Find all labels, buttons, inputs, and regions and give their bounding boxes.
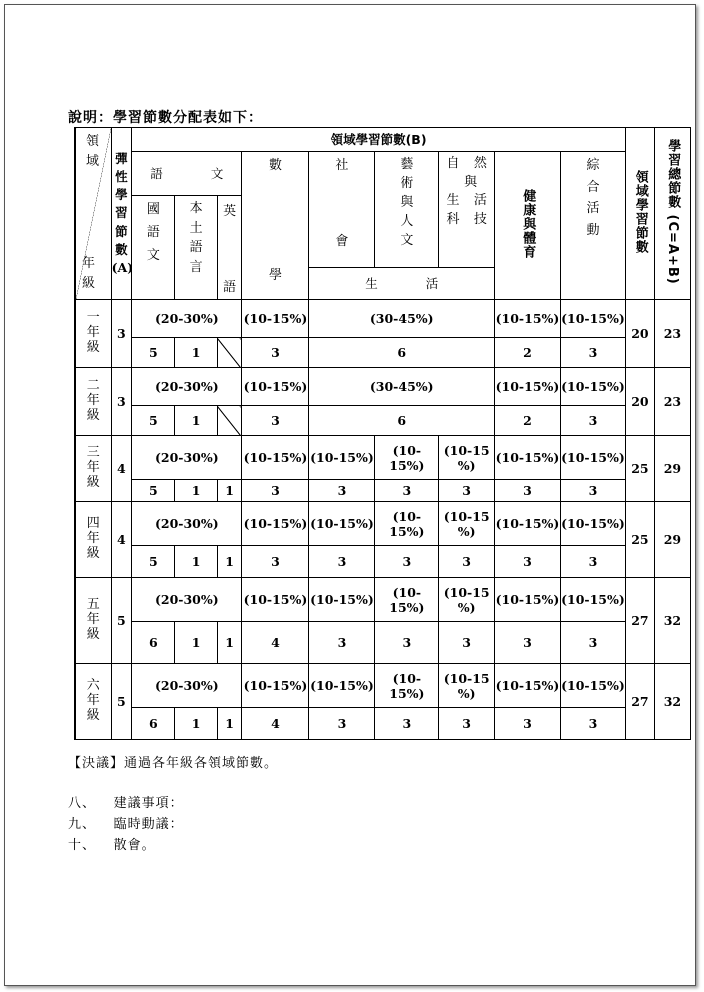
english-hours-cell: 1 <box>217 480 242 502</box>
total-hours-cell: 32 <box>654 664 690 740</box>
grade-row-hours <box>75 338 691 368</box>
health-pct-cell: (10-15%) <box>494 300 560 338</box>
language-pct-cell: (20-30%) <box>132 502 242 546</box>
grade-row-pct <box>75 300 691 338</box>
integ-char: 活 <box>586 201 600 217</box>
arts-char: 術 <box>400 176 414 191</box>
integrated-pct-cell: (10-15%) <box>560 368 625 406</box>
local-language-header <box>175 196 217 300</box>
total-hours-cell: 29 <box>654 502 690 578</box>
health-hours-cell: 2 <box>494 406 560 436</box>
life-hours-cell: 6 <box>309 338 495 368</box>
math-hours-cell: 3 <box>242 546 309 578</box>
agenda-num: 十、 <box>68 838 97 853</box>
local-char: 言 <box>189 259 203 275</box>
arts-pct-cell: (10-15%) <box>375 436 439 480</box>
science-header <box>439 152 495 268</box>
total-hours-cell: 29 <box>654 436 690 502</box>
lang-a-text: 語 <box>150 166 163 181</box>
integrated-hours-cell: 3 <box>560 546 625 578</box>
flex-header-char: 性 <box>115 169 128 185</box>
agenda-num: 九、 <box>68 817 97 832</box>
grade-row-pct <box>75 436 691 480</box>
sci-c2-text: 活 <box>473 193 487 209</box>
grade-name-char: 級 <box>86 707 100 723</box>
life-hours-cell: 6 <box>309 406 495 436</box>
mandarin-hours-cell: 6 <box>132 622 175 664</box>
grade-name-char: 級 <box>86 474 100 490</box>
math-pct-cell: (10-15%) <box>242 578 309 622</box>
grade-name-char: 年 <box>86 531 100 547</box>
grade-name-char: 年 <box>86 612 100 628</box>
math-header <box>242 152 309 300</box>
grade-label <box>75 578 111 664</box>
agenda-num: 八、 <box>68 796 97 811</box>
grade-row-hours <box>75 622 691 664</box>
social-hours-cell: 3 <box>309 622 375 664</box>
health-hours-cell: 3 <box>494 622 560 664</box>
flex-hours-cell: 5 <box>111 578 132 664</box>
local-hours-cell: 1 <box>175 406 217 436</box>
language-pct-cell: (20-30%) <box>132 436 242 480</box>
integrated-hours-cell: 3 <box>560 708 625 740</box>
social-hours-cell: 3 <box>309 708 375 740</box>
grade-row-hours <box>75 546 691 578</box>
section-title: 說明：學習節數分配表如下： <box>68 110 263 126</box>
language-header <box>132 152 242 196</box>
grade-row-hours <box>75 406 691 436</box>
english-hours-cell: 1 <box>217 708 242 740</box>
domain-hours-header: 領域學習節數(B) <box>132 128 626 152</box>
integrated-pct-cell: (10-15%) <box>560 502 625 546</box>
health-pct-cell: (10-15%) <box>494 664 560 708</box>
flex-hours-cell: 3 <box>111 300 132 368</box>
mandarin-hours-cell: 5 <box>132 546 175 578</box>
health-hours-cell: 3 <box>494 546 560 578</box>
flex-hours-cell: 5 <box>111 664 132 740</box>
flex-hours-cell: 3 <box>111 368 132 436</box>
integrated-hours-cell: 3 <box>560 338 625 368</box>
grade-name-char: 六 <box>86 678 100 694</box>
domain-total-cell: 25 <box>625 502 654 578</box>
social-pct-cell: (10-15%) <box>309 664 375 708</box>
integ-char: 綜 <box>586 158 600 173</box>
math-pct-cell: (10-15%) <box>242 368 309 406</box>
integrated-pct-cell: (10-15%) <box>560 300 625 338</box>
agenda-text: 臨時動議： <box>113 817 184 832</box>
sci-b-text: 與 <box>464 174 478 190</box>
arts-pct-cell: (10-15%) <box>375 664 439 708</box>
english-na-cell <box>217 338 242 368</box>
mand-char: 國 <box>146 202 160 217</box>
grade-name-char: 年 <box>86 460 100 476</box>
math-a-text: 數 <box>268 158 282 173</box>
integrated-hours-cell: 3 <box>560 480 625 502</box>
resolution-text: 【決議】通過各年級各領域節數。 <box>68 756 279 771</box>
social-hours-cell: 3 <box>309 480 375 502</box>
local-char: 本 <box>189 201 203 216</box>
english-na-cell <box>217 406 242 436</box>
life-pct-cell: (30-45%) <box>309 300 495 338</box>
sci-d1-text: 科 <box>446 211 460 227</box>
agenda-item-8 <box>68 792 184 811</box>
math-pct-cell: (10-15%) <box>242 664 309 708</box>
math-b-text: 學 <box>268 267 282 283</box>
local-hours-cell: 1 <box>175 338 217 368</box>
agenda-text: 散會。 <box>113 838 156 853</box>
mandarin-header <box>132 196 175 300</box>
health-hours-cell: 3 <box>494 708 560 740</box>
grade-name-char: 三 <box>86 445 100 461</box>
math-hours-cell: 4 <box>242 708 309 740</box>
health-pct-cell: (10-15%) <box>494 436 560 480</box>
corner-grade-1: 年 <box>82 256 96 271</box>
local-hours-cell: 1 <box>175 622 217 664</box>
grade-name-char: 級 <box>86 545 100 561</box>
mandarin-hours-cell: 5 <box>132 480 175 502</box>
soc-a-text: 社 <box>335 158 349 173</box>
math-hours-cell: 3 <box>242 338 309 368</box>
mand-char: 文 <box>146 247 160 263</box>
flex-header-char: 學 <box>115 187 128 203</box>
science-pct-cell: (10-15 %) <box>439 502 495 546</box>
total-hours-cell: 32 <box>654 578 690 664</box>
health-pct-cell: (10-15%) <box>494 368 560 406</box>
soc-b-text: 會 <box>335 233 349 249</box>
integrated-pct-cell: (10-15%) <box>560 436 625 480</box>
local-hours-cell: 1 <box>175 480 217 502</box>
language-pct-cell: (20-30%) <box>132 664 242 708</box>
flex-header-char: 數 <box>115 241 128 257</box>
grade-label <box>75 436 111 502</box>
grade-label <box>75 502 111 578</box>
grade-label <box>75 368 111 436</box>
integrated-hours-cell: 3 <box>560 622 625 664</box>
grade-name-char: 一 <box>86 310 100 326</box>
local-char: 語 <box>189 240 203 256</box>
science-pct-cell: (10-15 %) <box>439 578 495 622</box>
life-header <box>309 268 495 300</box>
grade-row-pct <box>75 368 691 406</box>
grade-row-pct <box>75 664 691 708</box>
sci-d2-text: 技 <box>473 211 487 227</box>
math-pct-cell: (10-15%) <box>242 300 309 338</box>
health-hours-cell: 3 <box>494 480 560 502</box>
mandarin-hours-cell: 5 <box>132 406 175 436</box>
total-hours-cell: 23 <box>654 368 690 436</box>
header-row-2 <box>75 152 691 196</box>
math-pct-cell: (10-15%) <box>242 436 309 480</box>
language-pct-cell: (20-30%) <box>132 578 242 622</box>
corner-domain-2: 域 <box>86 153 100 169</box>
total-hours-cell: 23 <box>654 300 690 368</box>
arts-char: 與 <box>400 195 414 210</box>
arts-hours-cell: 3 <box>375 708 439 740</box>
flex-header-char: (A) <box>111 259 134 275</box>
english-hours-cell: 1 <box>217 622 242 664</box>
science-hours-cell: 3 <box>439 546 495 578</box>
science-hours-cell: 3 <box>439 622 495 664</box>
grade-name-char: 級 <box>86 407 100 423</box>
math-pct-cell: (10-15%) <box>242 502 309 546</box>
domain-total-header: 領域學習節數 <box>625 128 654 300</box>
math-hours-cell: 3 <box>242 406 309 436</box>
life-a-text: 生 <box>365 276 378 291</box>
arts-char: 人 <box>400 214 414 229</box>
corner-grade-2: 級 <box>82 275 96 291</box>
eng-b-text: 語 <box>223 279 237 295</box>
integrated-activities-header <box>560 152 625 300</box>
health-pe-header: 健康與體育 <box>494 152 560 300</box>
agenda-item-9 <box>68 813 184 832</box>
flex-header-char: 彈 <box>115 151 128 167</box>
grade-name-char: 五 <box>86 597 100 613</box>
domain-total-cell: 20 <box>625 368 654 436</box>
flex-header-char: 節 <box>115 223 128 239</box>
domain-total-cell: 25 <box>625 436 654 502</box>
grade-name-char: 二 <box>86 378 100 394</box>
language-pct-cell: (20-30%) <box>132 368 242 406</box>
lang-b-text: 文 <box>210 166 224 181</box>
grade-row-hours <box>75 480 691 502</box>
math-hours-cell: 3 <box>242 480 309 502</box>
total-hours-header: 學習總節數 (C=A+B) <box>654 128 690 300</box>
english-hours-cell: 1 <box>217 546 242 578</box>
domain-total-cell: 20 <box>625 300 654 368</box>
health-hours-cell: 2 <box>494 338 560 368</box>
grade-name-char: 級 <box>86 626 100 642</box>
flex-hours-cell: 4 <box>111 436 132 502</box>
social-hours-cell: 3 <box>309 546 375 578</box>
math-hours-cell: 4 <box>242 622 309 664</box>
local-hours-cell: 1 <box>175 708 217 740</box>
science-pct-cell: (10-15 %) <box>439 436 495 480</box>
domain-total-cell: 27 <box>625 664 654 740</box>
integrated-hours-cell: 3 <box>560 406 625 436</box>
science-pct-cell: (10-15 %) <box>439 664 495 708</box>
allocation-table <box>74 127 691 740</box>
social-pct-cell: (10-15%) <box>309 502 375 546</box>
arts-hours-cell: 3 <box>375 480 439 502</box>
science-hours-cell: 3 <box>439 708 495 740</box>
header-row-1 <box>75 128 691 152</box>
flex-hours-cell: 4 <box>111 502 132 578</box>
flex-hours-header <box>111 128 132 300</box>
health-pct-cell: (10-15%) <box>494 578 560 622</box>
sci-c1-text: 生 <box>446 193 460 209</box>
arts-pct-cell: (10-15%) <box>375 502 439 546</box>
integrated-pct-cell: (10-15%) <box>560 578 625 622</box>
life-b-text: 活 <box>425 276 439 291</box>
local-char: 土 <box>189 220 203 236</box>
science-hours-cell: 3 <box>439 480 495 502</box>
agenda-text: 建議事項： <box>113 796 184 811</box>
domain-total-cell: 27 <box>625 578 654 664</box>
sci-a1-text: 自 <box>446 156 460 171</box>
social-pct-cell: (10-15%) <box>309 436 375 480</box>
grade-name-char: 級 <box>86 339 100 355</box>
corner-domain-1: 領 <box>86 134 100 149</box>
grade-name-char: 年 <box>86 325 100 341</box>
mandarin-hours-cell: 5 <box>132 338 175 368</box>
social-pct-cell: (10-15%) <box>309 578 375 622</box>
arts-hours-cell: 3 <box>375 546 439 578</box>
life-pct-cell: (30-45%) <box>309 368 495 406</box>
social-header <box>309 152 375 268</box>
grade-label <box>75 300 111 368</box>
arts-header <box>375 152 439 268</box>
health-pct-cell: (10-15%) <box>494 502 560 546</box>
grade-name-char: 年 <box>86 693 100 709</box>
eng-a-text: 英 <box>223 204 237 219</box>
grade-row-pct <box>75 578 691 622</box>
grade-row-pct <box>75 502 691 546</box>
language-pct-cell: (20-30%) <box>132 300 242 338</box>
integ-char: 動 <box>586 222 600 238</box>
english-header <box>217 196 242 300</box>
arts-char: 文 <box>400 233 414 248</box>
mandarin-hours-cell: 6 <box>132 708 175 740</box>
sci-a2-text: 然 <box>473 156 487 171</box>
grade-label <box>75 664 111 740</box>
arts-hours-cell: 3 <box>375 622 439 664</box>
arts-pct-cell: (10-15%) <box>375 578 439 622</box>
integrated-pct-cell: (10-15%) <box>560 664 625 708</box>
grade-name-char: 年 <box>86 393 100 409</box>
corner-header-cell <box>75 128 111 300</box>
mand-char: 語 <box>146 224 160 240</box>
integ-char: 合 <box>586 179 600 195</box>
grade-name-char: 四 <box>86 516 100 532</box>
flex-header-char: 習 <box>115 205 128 221</box>
local-hours-cell: 1 <box>175 546 217 578</box>
arts-char: 藝 <box>400 157 414 172</box>
agenda-item-10 <box>68 834 156 853</box>
grade-row-hours <box>75 708 691 740</box>
